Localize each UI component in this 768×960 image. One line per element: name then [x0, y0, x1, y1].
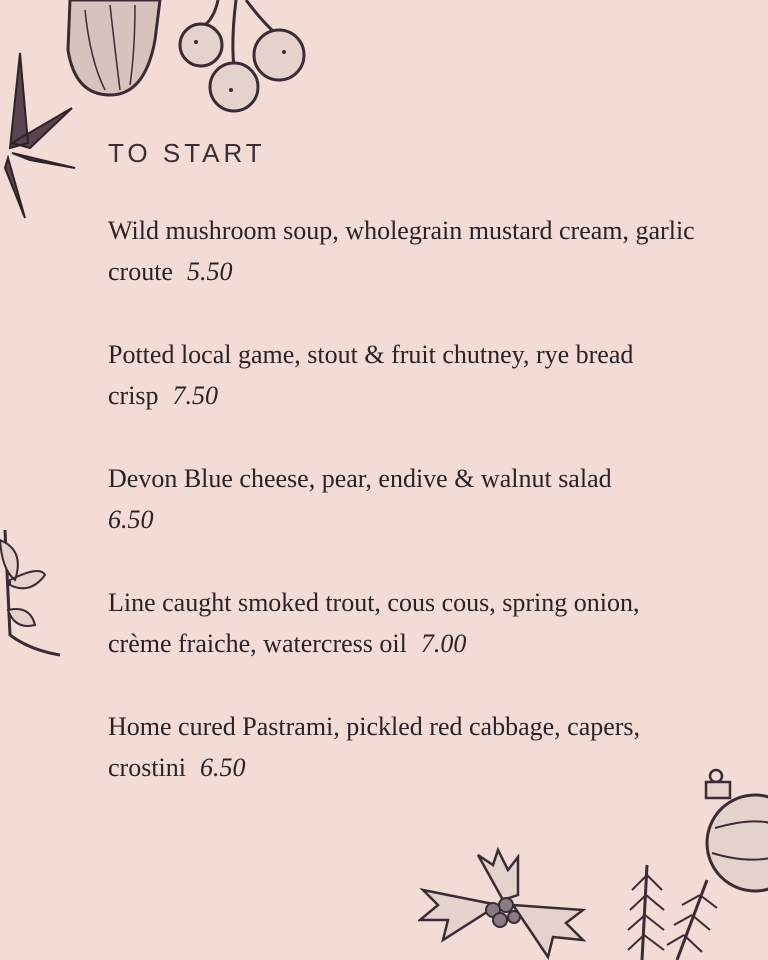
star-anise-illustration: [0, 48, 78, 223]
menu-list: [108, 210, 708, 830]
cherries-illustration: [176, 0, 311, 115]
menu-item-description: Line caught smoked trout, cous cous, spring onion, crème fraiche, watercress oil: [108, 588, 640, 658]
menu-item: [108, 334, 708, 416]
menu-item-price: 6.50: [200, 753, 246, 782]
menu-item-price: 6.50: [108, 505, 154, 534]
bauble-illustration: [700, 768, 768, 898]
menu-item-description: Potted local game, stout & fruit chutney, rye bread crisp: [108, 340, 634, 410]
menu-item: [108, 706, 708, 788]
menu-item-description: Home cured Pastrami, pickled red cabbage, capers, crostini: [108, 712, 641, 782]
menu-item-price: 7.00: [420, 629, 467, 658]
menu-item: [108, 210, 708, 292]
menu-item-description: Wild mushroom soup, wholegrain mustard cream, garlic croute: [108, 216, 695, 286]
section-title: TO START: [108, 138, 266, 168]
menu-item: [108, 582, 708, 664]
leaf-sprig-illustration: [0, 530, 62, 660]
menu-item: [108, 458, 708, 540]
menu-item-description: Devon Blue cheese, pear, endive & walnut salad: [108, 464, 612, 493]
holly-illustration: [418, 845, 588, 960]
menu-item-price: 7.50: [172, 381, 219, 410]
menu-item-price: 5.50: [186, 257, 233, 286]
